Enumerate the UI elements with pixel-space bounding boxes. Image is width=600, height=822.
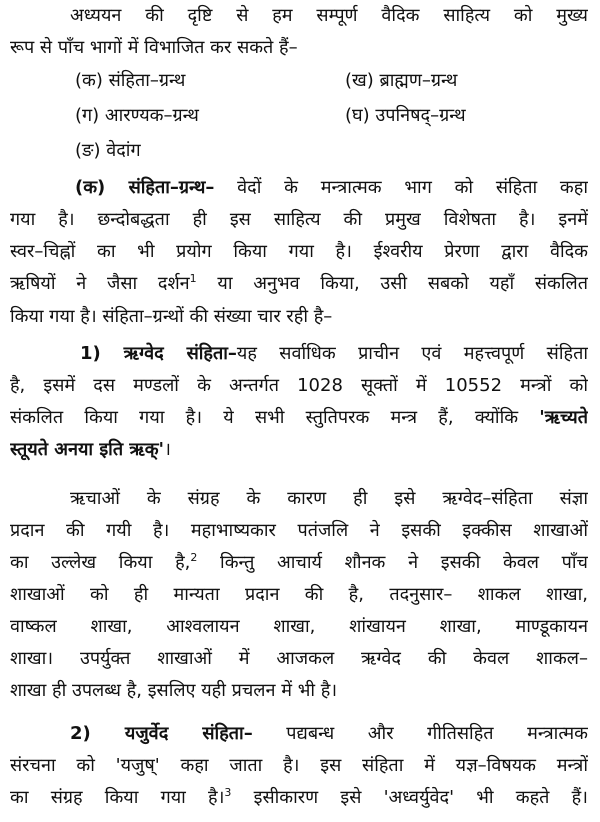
yajurveda-line-3 (10, 782, 588, 814)
samhita-text: ऋषियों ने जैसा दर्शन (10, 273, 190, 294)
samhita-heading: (क) संहिता–ग्रन्थ– (75, 177, 215, 198)
samhita-text: वेदों के मन्त्रात्मक भाग को संहिता कहा (214, 177, 588, 198)
yajurveda-heading: 2) यजुर्वेद संहिता– (70, 723, 253, 744)
rigveda-para2-line-7: शाखा ही उपलब्ध है, इसलिए यही प्रचलन में भी है। (10, 680, 338, 701)
rigveda-text: यह सर्वाधिक प्राचीन एवं महत्त्वपूर्ण संहिता (236, 343, 588, 364)
yajurveda-line-2: संरचना को 'यजुष्' कहा जाता है। इस संहिता में यज्ञ–विषयक मन्त्रों (10, 755, 588, 776)
rigveda-quote: स्तूयते अनया इति ऋक्' (10, 439, 165, 460)
rigveda-heading: 1) ऋग्वेद संहिता– (80, 343, 237, 364)
division-nga: (ङ) वेदांग (75, 140, 141, 161)
rigveda-para2-line-5: वाष्कल शाखा, आश्वलायन शाखा, शांखायन शाखा, माण्डूकायन (10, 616, 588, 637)
samhita-line-2: गया है। छन्दोबद्धता ही इस साहित्य की प्रमुख विशेषता है। इनमें (10, 209, 588, 230)
rigveda-para2-line-1: ऋचाओं के संग्रह के कारण ही इसे ऋग्वेद–संहिता संज्ञा (70, 488, 588, 509)
samhita-line-4 (10, 268, 588, 300)
intro-line-1: अध्ययन की दृष्टि से हम सम्पूर्ण वैदिक साहित्य को मुख्य (70, 5, 588, 26)
rigveda-para2-line-6: शाखा। उपर्युक्त शाखाओं में आजकल ऋग्वेद की केवल शाकल– (10, 648, 588, 669)
footnote-ref-2: 2 (190, 551, 198, 564)
rigveda-para2-line-2: प्रदान की गयी है। महाभाष्यकार पतंजलि ने इसकी इक्कीस शाखाओं (10, 520, 588, 541)
samhita-text: या अनुभव किया, उसी सबको यहाँ संकलित (196, 273, 588, 294)
rigveda-text: । (164, 439, 171, 460)
rigveda-quote: 'ऋच्यते (539, 407, 588, 428)
yajurveda-text: पद्यबन्ध और गीतिसहित मन्त्रात्मक (252, 723, 588, 744)
rigveda-text: संकलित किया गया है। ये सभी स्तुतिपरक मन्त्र हैं, क्योंकि (10, 407, 540, 428)
rigveda-line-1 (80, 338, 588, 370)
rigveda-text: का उल्लेख किया है, (10, 552, 191, 573)
rigveda-text: किन्तु आचार्य शौनक ने इसकी केवल पाँच (197, 552, 588, 573)
footnote-ref-3: 3 (224, 786, 232, 799)
intro-line-2: रूप से पाँच भागों में विभाजित कर सकते हैं– (10, 37, 298, 58)
yajurveda-text: का संग्रह किया गया है। (10, 787, 225, 808)
division-kha: (ख) ब्राह्मण–ग्रन्थ (345, 70, 458, 91)
samhita-line-5: किया गया है। संहिता–ग्रन्थों की संख्या चार रही है– (10, 306, 333, 327)
rigveda-line-4 (10, 434, 588, 466)
division-gha: (घ) उपनिषद्–ग्रन्थ (345, 105, 466, 126)
division-ka: (क) संहिता–ग्रन्थ (75, 70, 186, 91)
division-ga: (ग) आरण्यक–ग्रन्थ (75, 105, 199, 126)
samhita-line-3: स्वर–चिह्नों का भी प्रयोग किया गया है। ईश्वरीय प्रेरणा द्वारा वैदिक (10, 241, 588, 262)
footnote-ref-1: 1 (189, 272, 197, 285)
rigveda-para2-line-3 (10, 547, 588, 579)
rigveda-line-3 (10, 402, 588, 434)
yajurveda-line-1 (70, 718, 588, 750)
samhita-line-1 (75, 172, 588, 204)
rigveda-line-2: है, इसमें दस मण्डलों के अन्तर्गत 1028 सूक्तों में 10552 मन्त्रों को (10, 375, 588, 396)
yajurveda-text: इसीकारण इसे 'अध्वर्युवेद' भी कहते हैं। (231, 787, 588, 808)
rigveda-para2-line-4: शाखाओं को ही मान्यता प्रदान की है, तदनुसार– शाकल शाखा, (10, 584, 588, 605)
